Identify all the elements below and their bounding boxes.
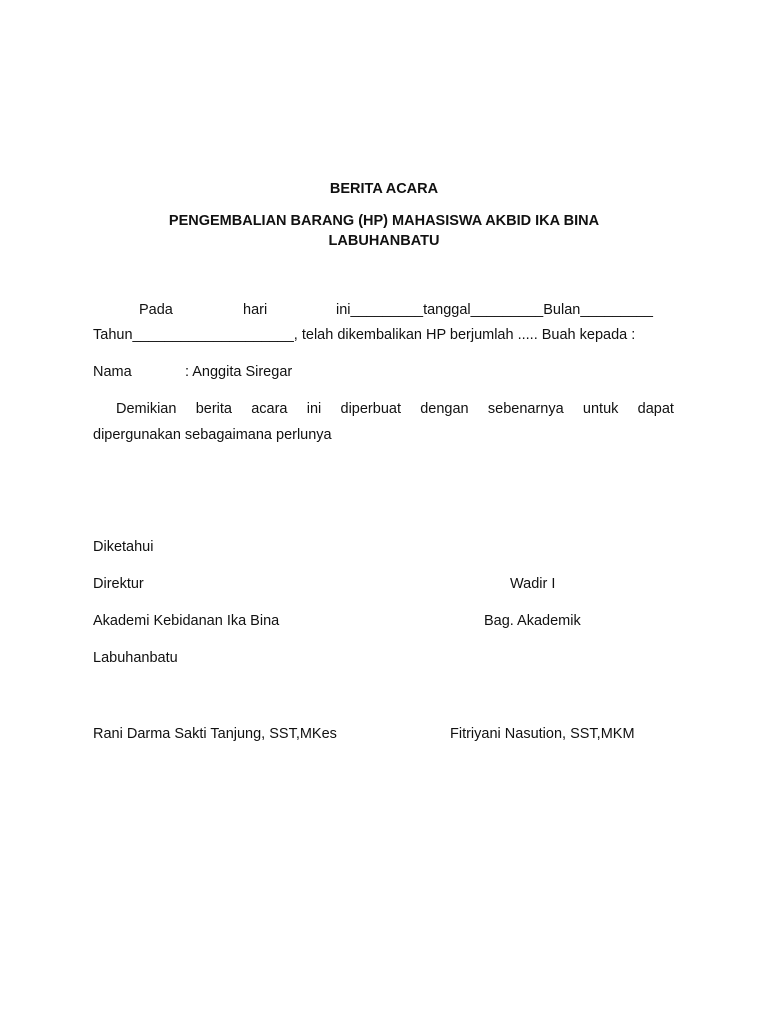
para2-word: sebenarnya [487,401,564,417]
para2-word: untuk [582,401,619,417]
para2-word: berita [195,401,232,417]
para2-word: dapat [637,401,674,417]
left-org-line2: Labuhanbatu [93,650,178,666]
para1-line2: Tahun____________________, telah dikembalikan HP berjumlah ..... Buah kepada : [93,327,636,343]
para2-word: diperbuat [340,401,401,417]
para1-word-hari: hari [243,302,268,318]
name-value: : Anggita Siregar [185,364,293,380]
para2-line1 [116,401,674,417]
document-subtitle-line1: PENGEMBALIAN BARANG (HP) MAHASISWA AKBID IKA BINA [168,213,600,229]
para2-line2: dipergunakan sebagaimana perlunya [93,427,332,443]
left-role: Direktur [93,576,144,592]
para2-word: dengan [420,401,469,417]
para1-date-fields: ini_________tanggal_________Bulan_________ [336,302,653,318]
name-label: Nama [93,364,132,380]
left-signatory-name: Rani Darma Sakti Tanjung, SST,MKes [93,726,337,742]
right-org: Bag. Akademik [484,613,581,629]
para2-word: ini [306,401,322,417]
known-label: Diketahui [93,539,154,555]
right-signatory-name: Fitriyani Nasution, SST,MKM [450,726,635,742]
document-title: BERITA ACARA [329,181,439,197]
para2-word: Demikian [116,401,177,417]
right-role: Wadir I [510,576,556,592]
document-subtitle-line2: LABUHANBATU [328,233,440,249]
para2-word: acara [251,401,288,417]
left-org-line1: Akademi Kebidanan Ika Bina [93,613,280,629]
para1-word-pada: Pada [139,302,173,318]
